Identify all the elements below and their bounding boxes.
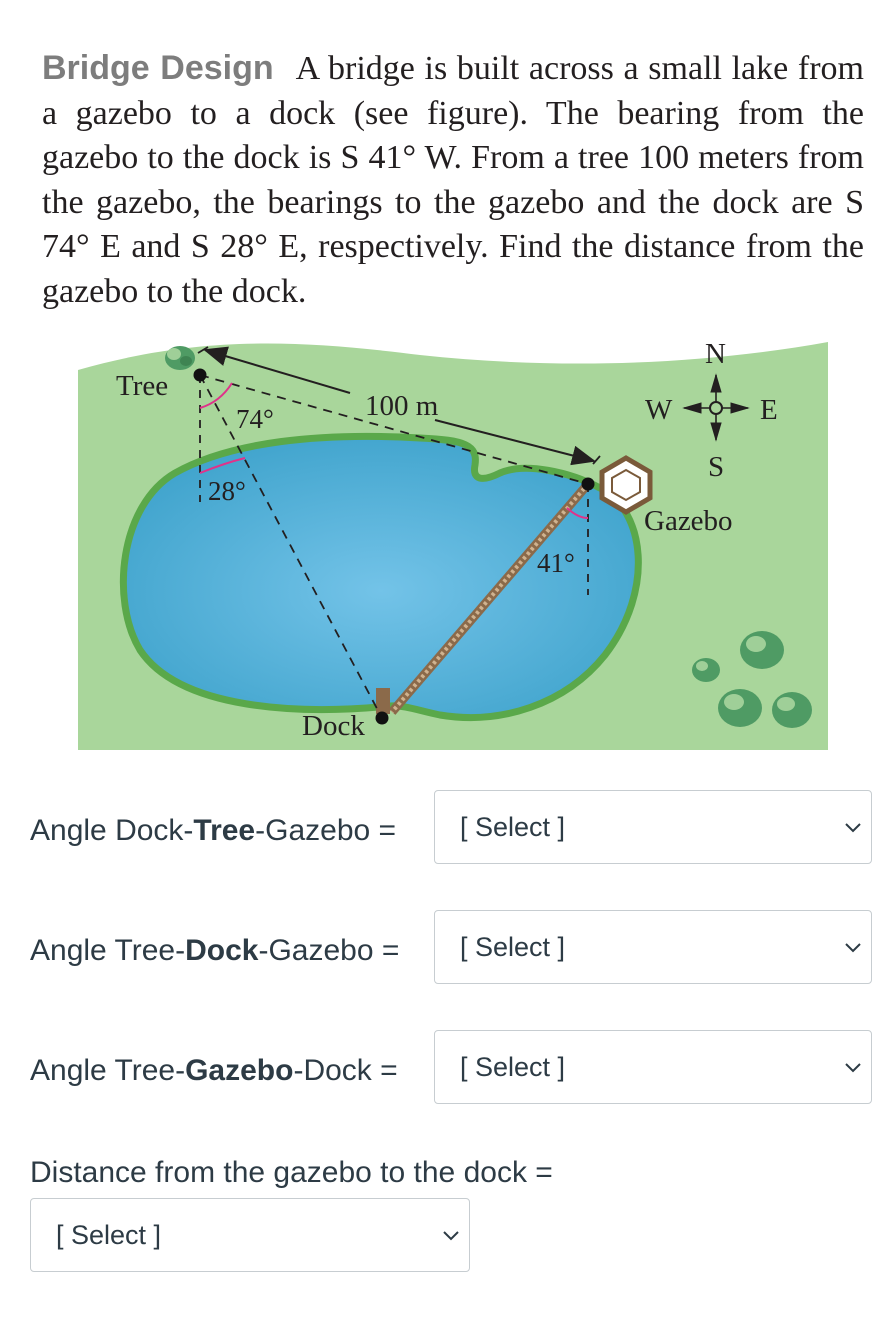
select-value: [ Select ]	[460, 932, 566, 962]
angle-tree-gazebo-dock-select[interactable]	[434, 1030, 872, 1104]
problem-text: A bridge is built across a small lake from a gazebo to a dock (see figure). The bearing from the gazebo to the dock is S 41° W. From a tree 100 meters from the gazebo, the bearings to the gazebo and the dock are S 74° E and S 28° E, respectively. Find the distance from the gazebo to the dock.	[42, 50, 864, 310]
gazebo-point	[582, 478, 595, 491]
distance-select[interactable]	[30, 1198, 470, 1272]
angle-tree-dock-gazebo-select[interactable]	[434, 910, 872, 984]
distance-question-label: Distance from the gazebo to the dock =	[30, 1156, 553, 1189]
compass-w-label: W	[645, 394, 673, 426]
dock-point	[376, 712, 389, 725]
question-label: Angle Dock-Tree-Gazebo =	[30, 814, 397, 847]
bridge-figure	[0, 330, 892, 760]
select-value: [ Select ]	[56, 1220, 162, 1250]
question-label: Angle Tree-Gazebo-Dock =	[30, 1054, 398, 1087]
tree-label: Tree	[116, 370, 169, 402]
tree-point	[194, 369, 207, 382]
compass-n-label: N	[705, 338, 726, 370]
question-angle-tree-gazebo-dock	[30, 1030, 872, 1104]
compass-e-label: E	[760, 394, 778, 426]
gazebo-label: Gazebo	[644, 505, 733, 537]
chevron-down-icon	[843, 1057, 863, 1077]
problem-statement	[42, 46, 864, 314]
distance-label: 100 m	[365, 390, 439, 422]
question-angle-dock-tree-gazebo	[30, 790, 872, 864]
select-value: [ Select ]	[460, 1052, 566, 1082]
dock-structure	[376, 688, 390, 714]
chevron-down-icon	[441, 1225, 461, 1245]
problem-title: Bridge Design	[42, 49, 274, 87]
question-label: Angle Tree-Dock-Gazebo =	[30, 934, 400, 967]
chevron-down-icon	[843, 937, 863, 957]
question-angle-tree-dock-gazebo	[30, 910, 872, 984]
chevron-down-icon	[843, 817, 863, 837]
dock-label: Dock	[302, 710, 365, 742]
angle-28-label: 28°	[208, 476, 246, 506]
angle-41-label: 41°	[537, 548, 575, 578]
tree-bush	[165, 346, 195, 370]
angle-74-label: 74°	[236, 404, 274, 434]
gazebo-icon	[602, 458, 650, 512]
compass-s-label: S	[708, 451, 725, 483]
angle-dock-tree-gazebo-select[interactable]	[434, 790, 872, 864]
select-value: [ Select ]	[460, 812, 566, 842]
